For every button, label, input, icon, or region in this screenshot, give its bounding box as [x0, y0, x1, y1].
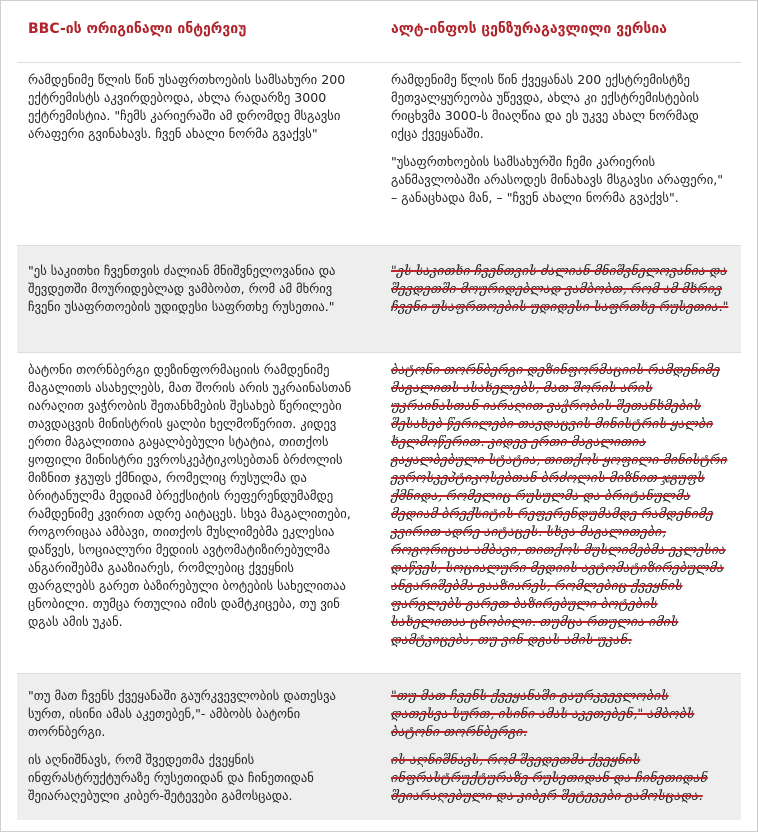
- censored-text-cell: [391, 262, 729, 316]
- original-paragraph: "ეს საკითხი ჩვენთვის ძალიან მნიშვნელოვანია და შევდეთში მოურიდებლად ვამბობთ, რომ ამ მხრივ ჩვენი უსაფრთოების უდიდესი საფრთხე რუსეთია.": [28, 263, 336, 314]
- original-paragraph: "თუ მათ ჩვენს ქვეყანაში გაურკვევლობის დათესვა სურთ, ისინი ამას აკეთებენ,"- ამბობს ბატონი თორნბერგი.: [28, 688, 336, 739]
- original-text-cell: [28, 361, 362, 631]
- original-text-cell: [28, 262, 362, 316]
- censored-paragraph: "უსაფრთხოების სამსახურში ჩემი კარიერის განმავლობაში არასოდეს მინახავს მსგავსი არაფერი," – განაცხადა მან, – "ჩვენ ახალი ნორმა გვაქვს".: [391, 154, 724, 205]
- censored-text-cell: [391, 361, 729, 649]
- original-paragraph: ის აღნიშნავს, რომ შვედეთმა ქვეყნის ინფრასტრუქტურაზე რუსეთიდან და ჩინეთიდან შეიარაღებული კიბერ-შეტევები გამოსცადა.: [28, 752, 314, 803]
- original-paragraph: ბატონი თორნბერგი დეზინფორმაციის რამდენიმე მაგალითს ასახელებს, მათ შორის არის უკრაინასთან იარაღით ვაჭრობის შეთანხმების შესახებ წერილები თავდაცვის მინისტრის ყალბი ხელმოწერით. კიდევ ერთი მაგალითია გაყალბებული სტატია, თითქოს ყოფილი მინისტრი ევროსკეპტიკოსებთან ბრძოლის მიზნით ჯგუფს ქმნიდა, რომელიც რუსულმა და ბრიტანულმა მედიამ ბრექსიტის რეფერენდუმამდე რამდენიმე კვირით ადრე აიტაცეს. სხვა მაგალითები, როგორიცაა ამბავი, თითქოს მუსლიმებმა ეკლესია დაწვეს, სოციალური მედიის ავტომატიზირებულმა ანგარიშებმა გააზიარეს, რომლებიც ქვეყნის ფარგლებს გარეთ ბაზირებული ბოტების სახელითაა ცნობილი. თუმცა რთულია იმის დამტკიცება, თუ ვინ დგას ამის უკან.: [28, 362, 352, 629]
- removed-paragraph: ბატონი თორნბერგი დეზინფორმაციის რამდენიმე მაგალითს ასახელებს, მათ შორის არის უკრაინასთან იარაღით ვაჭრობის შეთანხმების შესახებ წერილები თავდაცვის მინისტრის ყალბი ხელმოწერით. კიდევ ერთი მაგალითია გაყალბებული სტატია, თითქოს ყოფილი მინისტრი ევროსკეპტიკოსებთან ბრძოლის მიზნით ჯგუფს ქმნიდა, რომელიც რუსულმა და ბრიტანულმა მედიამ ბრექსიტის რეფერენდუმამდე რამდენიმე კვირით ადრე აიტაცეს. სხვა მაგალითები, როგორიცაა ამბავი, თითქოს მუსლიმებმა ეკლესია დაწვეს, სოციალური მედიის ავტომატიზირებულმა ანგარიშებმა გააზიარეს, რომლებიც ქვეყნის ფარგლებს გარეთ ბაზირებული ბოტების სახელითაა ცნობილი. თუმცა რთულია იმის დამტკიცება, თუ ვინ დგას ამის უკან.: [391, 362, 728, 647]
- censored-text-cell: [391, 71, 729, 207]
- left-column-title: BBC-ის ორიგინალი ინტერვიუ: [28, 21, 247, 37]
- original-paragraph: რამდენიმე წლის წინ უსაფრთხოების სამსახური 200 ექტრემისტს აკვირდებოდა, ახლა რადარზე 3000 ექტრემისტია. "ჩემს კარიერაში ამ დრომდე მსგავსი არაფერი გვინახავს. ჩვენ ახალი ნორმა გვაქვს": [28, 72, 346, 141]
- original-text-cell: [28, 71, 362, 143]
- table-row: [17, 246, 741, 352]
- censored-text-cell: [391, 687, 729, 805]
- table-row: [17, 674, 741, 820]
- removed-paragraph: ის აღნიშნავს, რომ შვედეთმა ქვეყნის ინფრასტრუქტურაზე რუსეთიდან და ჩინეთიდან შეიარაღებული და კიბერ შეტევები გამოსცადა.: [391, 752, 708, 803]
- original-text-cell: [28, 687, 362, 805]
- table-row: [17, 353, 741, 673]
- removed-paragraph: "თუ მათ ჩვენს ქვეყანაში გაურკვევლობის დათესვა სურთ, ისინი ამას აკეთებენ," ამბობს ბატონი თორნბერგი.: [391, 688, 695, 739]
- censored-paragraph: რამდენიმე წლის წინ ქვეყანას 200 ექსტრემისტზე მეთვალყურეობა უწევდა, ახლა კი ექსტრემისტების რიცხვმა 3000-ს მიაღწია და ეს უკვე ახალ ნორმად იქცა ქვეყანაში.: [391, 72, 700, 141]
- table-header: [1, 1, 757, 63]
- removed-paragraph: "ეს საკითხი ჩვენთვის ძალიან მნიშვნელოვანია და შევდეთში მოურიდებლად ვამბობთ, რომ ამ მხრივ ჩვენი უსაფრთოების უდიდესი საფრთხე რუსეთია.": [391, 263, 729, 314]
- right-column-title: ალტ-ინფოს ცენზურაგავლილი ვერსია: [391, 21, 667, 37]
- table-row: [17, 63, 741, 235]
